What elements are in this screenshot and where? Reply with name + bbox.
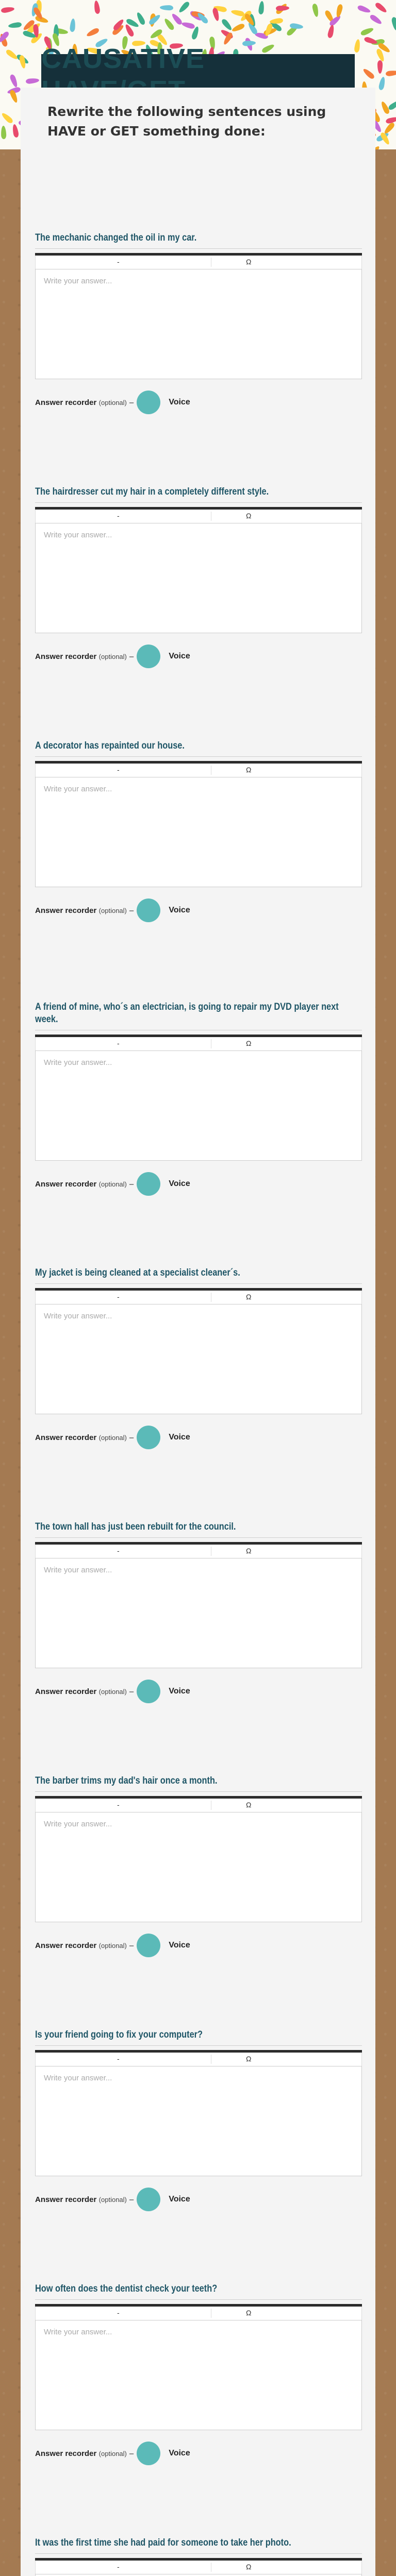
leaf-decoration bbox=[231, 23, 245, 33]
answer-input[interactable]: Write your answer... bbox=[35, 269, 362, 379]
answer-input[interactable]: Write your answer... bbox=[35, 2320, 362, 2430]
recorder-optional: (optional) bbox=[98, 652, 127, 660]
question-text: The barber trims my dad's hair once a month. bbox=[35, 1775, 218, 1786]
recorder-label: Answer recorder bbox=[35, 2195, 97, 2204]
question-text: A friend of mine, who´s an electrician, is going to repair my DVD player next week. bbox=[35, 1002, 339, 1025]
answer-recorder bbox=[35, 1172, 362, 1196]
recorder-dash: – bbox=[129, 398, 134, 407]
recorder-optional: (optional) bbox=[98, 1180, 127, 1188]
leaf-decoration bbox=[1, 6, 14, 13]
recorder-dash: – bbox=[129, 1941, 134, 1950]
recorder-dash: – bbox=[129, 1433, 134, 1442]
leaf-decoration bbox=[1, 126, 7, 139]
format-button[interactable]: - bbox=[117, 2309, 120, 2317]
leaf-decoration bbox=[377, 60, 383, 74]
editor-toolbar bbox=[35, 1291, 362, 1304]
recorder-dash: – bbox=[129, 906, 134, 915]
special-character-button[interactable]: Ω bbox=[246, 2055, 252, 2063]
answer-input[interactable]: Write your answer... bbox=[35, 1558, 362, 1668]
recorder-label: Answer recorder bbox=[35, 1687, 97, 1696]
microphone-record-button[interactable] bbox=[137, 1934, 160, 1957]
recorder-label: Answer recorder bbox=[35, 1433, 97, 1442]
editor-toolbar bbox=[35, 510, 362, 523]
question-text: The mechanic changed the oil in my car. bbox=[35, 232, 197, 243]
leaf-decoration bbox=[26, 78, 40, 84]
question-item bbox=[35, 1521, 362, 1703]
leaf-decoration bbox=[387, 99, 396, 111]
answer-recorder bbox=[35, 391, 362, 414]
leaf-decoration bbox=[1, 112, 14, 125]
format-button[interactable]: - bbox=[117, 1293, 120, 1301]
divider bbox=[35, 1283, 362, 1284]
recorder-optional: (optional) bbox=[98, 1941, 127, 1950]
question-item bbox=[35, 1267, 362, 1449]
question-item bbox=[35, 1001, 362, 1196]
recorder-optional: (optional) bbox=[98, 1433, 127, 1442]
special-character-button[interactable]: Ω bbox=[246, 1039, 252, 1047]
leaf-decoration bbox=[8, 22, 22, 29]
answer-recorder bbox=[35, 1934, 362, 1957]
question-text: How often does the dentist check your teeth? bbox=[35, 2283, 218, 2294]
microphone-record-button[interactable] bbox=[137, 2188, 160, 2211]
recorder-optional: (optional) bbox=[98, 2449, 127, 2458]
format-button[interactable]: - bbox=[117, 1547, 120, 1555]
divider bbox=[35, 502, 362, 503]
editor-toolbar bbox=[35, 1037, 362, 1050]
answer-input[interactable]: Write your answer... bbox=[35, 1304, 362, 1414]
leaf-decoration bbox=[312, 3, 320, 17]
worksheet-card bbox=[21, 88, 375, 2576]
answer-recorder bbox=[35, 1426, 362, 1449]
leaf-decoration bbox=[160, 5, 173, 11]
page-title: CAUSATIVE bbox=[41, 43, 205, 74]
editor-toolbar bbox=[35, 256, 362, 269]
voice-label: Voice bbox=[169, 1941, 190, 1950]
voice-label: Voice bbox=[169, 2195, 190, 2204]
question-text: A decorator has repainted our house. bbox=[35, 740, 185, 751]
recorder-label: Answer recorder bbox=[35, 1179, 97, 1189]
leaf-decoration bbox=[86, 27, 100, 38]
question-item bbox=[35, 232, 362, 414]
question-text: The town hall has just been rebuilt for the council. bbox=[35, 1521, 236, 1532]
leaf-decoration bbox=[360, 26, 374, 36]
editor-toolbar bbox=[35, 2307, 362, 2320]
leaf-decoration bbox=[258, 1, 265, 15]
special-character-button[interactable]: Ω bbox=[246, 512, 252, 520]
editor-toolbar bbox=[35, 2053, 362, 2066]
recorder-label: Answer recorder bbox=[35, 1941, 97, 1950]
leaf-decoration bbox=[177, 1, 190, 14]
leaf-decoration bbox=[70, 19, 76, 32]
answer-recorder bbox=[35, 899, 362, 922]
leaf-decoration bbox=[378, 76, 386, 91]
voice-label: Voice bbox=[169, 906, 190, 914]
recorder-dash: – bbox=[129, 2195, 134, 2204]
leaf-decoration bbox=[362, 67, 375, 80]
format-button[interactable]: - bbox=[117, 2055, 120, 2063]
format-button[interactable]: - bbox=[117, 512, 120, 520]
leaf-decoration bbox=[93, 0, 101, 14]
recorder-optional: (optional) bbox=[98, 906, 127, 914]
question-text: Is your friend going to fix your computer? bbox=[35, 2029, 203, 2040]
leaf-decoration bbox=[385, 70, 396, 76]
format-button[interactable]: - bbox=[117, 766, 120, 774]
answer-recorder bbox=[35, 1680, 362, 1703]
leaf-decoration bbox=[357, 5, 371, 14]
recorder-dash: – bbox=[129, 2449, 134, 2458]
recorder-dash: – bbox=[129, 1179, 134, 1189]
answer-input[interactable] bbox=[35, 2574, 362, 2576]
leaf-decoration bbox=[276, 6, 289, 11]
leaf-decoration bbox=[181, 21, 195, 29]
leaf-decoration bbox=[374, 2, 388, 14]
instructions: Rewrite the following sentences using HAVE or GET something done: bbox=[47, 104, 326, 139]
question-item bbox=[35, 2029, 362, 2211]
leaf-decoration bbox=[12, 124, 19, 138]
answer-input[interactable]: Write your answer... bbox=[35, 523, 362, 633]
recorder-optional: (optional) bbox=[98, 1687, 127, 1696]
editor-toolbar bbox=[35, 1545, 362, 1558]
microphone-record-button[interactable] bbox=[137, 391, 160, 414]
answer-recorder bbox=[35, 2188, 362, 2211]
answer-input[interactable]: Write your answer... bbox=[35, 1050, 362, 1161]
special-character-button[interactable]: Ω bbox=[246, 766, 252, 774]
divider bbox=[35, 2045, 362, 2046]
leaf-decoration bbox=[9, 74, 19, 88]
question-item bbox=[35, 740, 362, 922]
special-character-button[interactable]: Ω bbox=[246, 2309, 252, 2317]
format-button[interactable]: - bbox=[117, 258, 120, 266]
leaf-decoration bbox=[5, 48, 19, 61]
question-item bbox=[35, 2283, 362, 2465]
voice-label: Voice bbox=[169, 2449, 190, 2458]
editor-toolbar bbox=[35, 764, 362, 777]
leaf-decoration bbox=[163, 18, 175, 31]
format-button[interactable]: - bbox=[117, 1039, 120, 1047]
microphone-record-button[interactable] bbox=[137, 1680, 160, 1703]
divider bbox=[35, 1537, 362, 1538]
question-item bbox=[35, 2537, 362, 2576]
recorder-label: Answer recorder bbox=[35, 906, 97, 915]
special-character-button[interactable]: Ω bbox=[246, 1293, 252, 1301]
divider bbox=[35, 1791, 362, 1792]
voice-label: Voice bbox=[169, 1687, 190, 1696]
special-character-button[interactable]: Ω bbox=[246, 258, 252, 266]
divider bbox=[35, 2299, 362, 2300]
question-item bbox=[35, 486, 362, 668]
recorder-label: Answer recorder bbox=[35, 652, 97, 661]
editor-toolbar bbox=[35, 2561, 362, 2574]
voice-label: Voice bbox=[169, 398, 190, 406]
divider bbox=[35, 248, 362, 249]
question-item bbox=[35, 1775, 362, 1957]
recorder-dash: – bbox=[129, 652, 134, 661]
leaf-decoration bbox=[391, 16, 396, 31]
recorder-label: Answer recorder bbox=[35, 2449, 97, 2458]
recorder-optional: (optional) bbox=[98, 398, 127, 406]
divider bbox=[35, 2553, 362, 2554]
answer-input[interactable]: Write your answer... bbox=[35, 777, 362, 887]
special-character-button[interactable]: Ω bbox=[246, 1801, 252, 1809]
leaf-decoration bbox=[354, 39, 361, 53]
microphone-record-button[interactable] bbox=[137, 1172, 160, 1196]
format-button[interactable]: - bbox=[117, 1801, 120, 1809]
microphone-record-button[interactable] bbox=[137, 645, 160, 668]
leaf-decoration bbox=[327, 24, 335, 39]
recorder-label: Answer recorder bbox=[35, 398, 97, 407]
question-text: It was the first time she had paid for someone to take her photo. bbox=[35, 2537, 291, 2548]
answer-recorder bbox=[35, 2442, 362, 2465]
special-character-button[interactable]: Ω bbox=[246, 2563, 252, 2571]
special-character-button[interactable]: Ω bbox=[246, 1547, 252, 1555]
voice-label: Voice bbox=[169, 1433, 190, 1442]
divider bbox=[35, 756, 362, 757]
answer-recorder bbox=[35, 645, 362, 668]
leaf-decoration bbox=[369, 13, 383, 25]
microphone-record-button[interactable] bbox=[137, 2442, 160, 2465]
answer-input[interactable]: Write your answer... bbox=[35, 2066, 362, 2176]
question-text: My jacket is being cleaned at a specialist cleaner´s. bbox=[35, 1267, 240, 1278]
question-text: The hairdresser cut my hair in a completely different style. bbox=[35, 486, 269, 497]
recorder-optional: (optional) bbox=[98, 2195, 127, 2204]
leaf-decoration bbox=[335, 4, 343, 18]
voice-label: Voice bbox=[169, 652, 190, 660]
editor-toolbar bbox=[35, 1799, 362, 1812]
microphone-record-button[interactable] bbox=[137, 1426, 160, 1449]
microphone-record-button[interactable] bbox=[137, 899, 160, 922]
answer-input[interactable]: Write your answer... bbox=[35, 1812, 362, 1922]
recorder-dash: – bbox=[129, 1687, 134, 1696]
voice-label: Voice bbox=[169, 1179, 190, 1188]
format-button[interactable]: - bbox=[117, 2563, 120, 2571]
